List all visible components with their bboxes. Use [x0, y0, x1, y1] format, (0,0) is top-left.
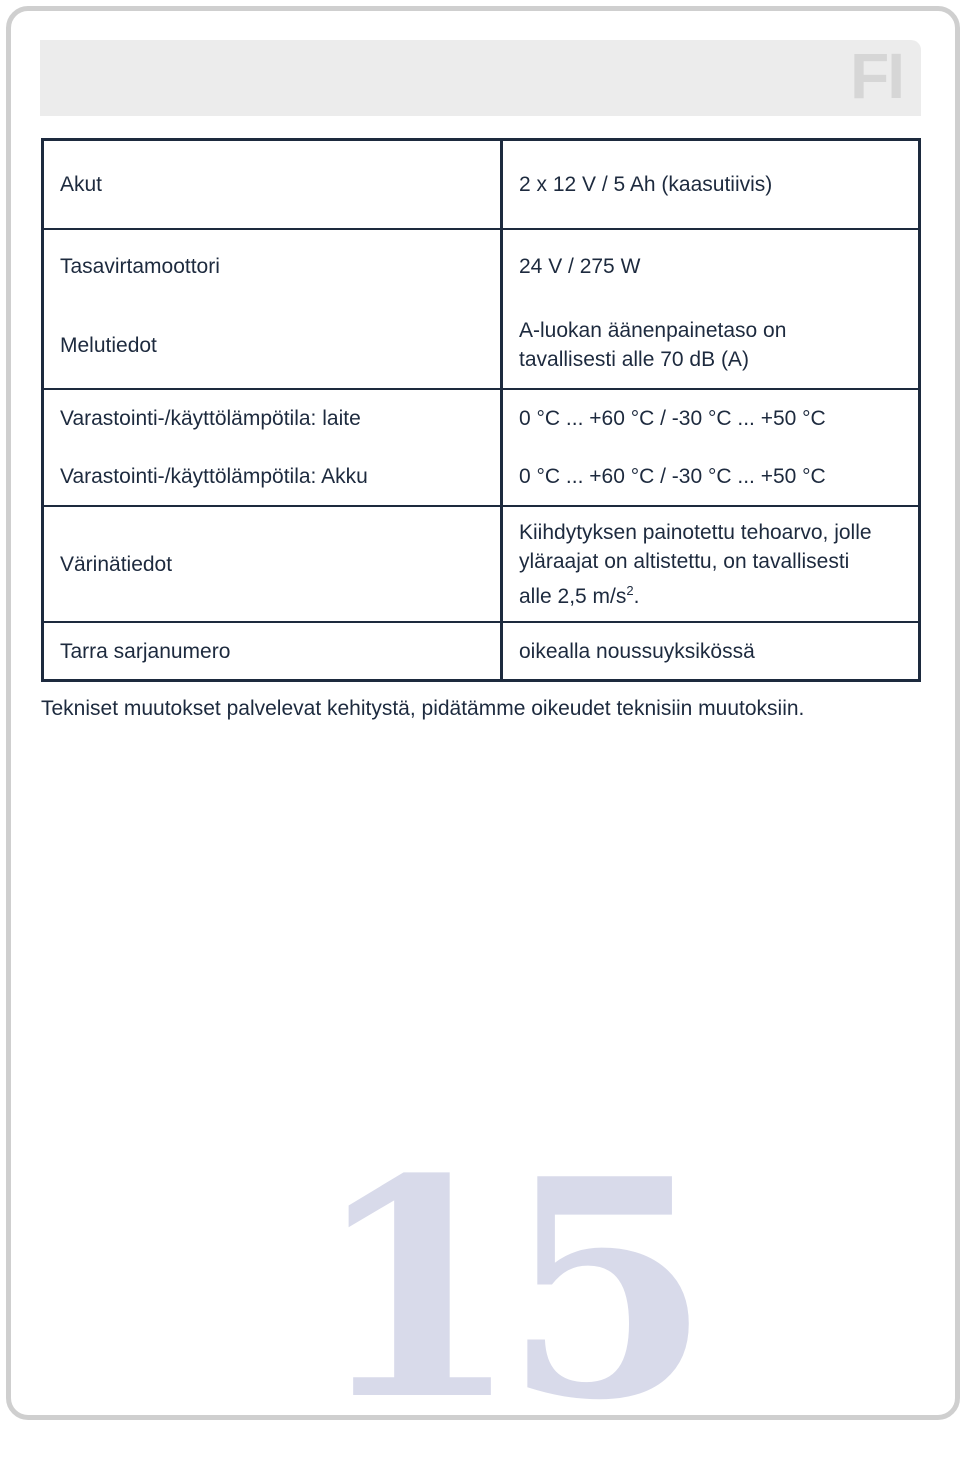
- language-header-bar: [40, 40, 921, 116]
- spec-value: 2 x 12 V / 5 Ah (kaasutiivis): [519, 173, 773, 196]
- spec-value-line: Kiihdytyksen painotettu tehoarvo, jolle: [519, 520, 872, 544]
- spec-label: Värinätiedot: [43, 506, 502, 622]
- spec-label: Varastointi-/käyttölämpötila: Akku: [43, 447, 502, 506]
- spec-value: 0 °C ... +60 °C / -30 °C ... +50 °C: [519, 407, 826, 430]
- table-row: [43, 506, 920, 622]
- spec-value-suffix: .: [633, 584, 640, 608]
- spec-value: 24 V / 275 W: [519, 254, 641, 278]
- spec-label: Tarra sarjanumero: [43, 622, 502, 681]
- technical-specs-table: [41, 138, 921, 682]
- table-row: [43, 622, 920, 681]
- spec-label: Tasavirtamoottori: [43, 229, 502, 302]
- spec-value: [502, 506, 920, 622]
- table-row: [43, 229, 920, 302]
- spec-label: Akut: [43, 140, 502, 230]
- table-row: [43, 302, 920, 389]
- table-row: [43, 140, 920, 230]
- spec-label: Melutiedot: [43, 302, 502, 389]
- table-row: [43, 389, 920, 447]
- spec-value-line: A-luokan äänenpainetaso on: [519, 319, 787, 342]
- spec-label: Varastointi-/käyttölämpötila: laite: [43, 389, 502, 447]
- spec-value-line: alle 2,5 m/s: [519, 584, 627, 608]
- technical-changes-note: Tekniset muutokset palvelevat kehitystä, pidätämme oikeudet teknisiin muutoksiin.: [41, 697, 805, 720]
- spec-value: 0 °C ... +60 °C / -30 °C ... +50 °C: [502, 447, 920, 506]
- page-number: 15: [312, 1113, 694, 1466]
- spec-value: oikealla noussuyksikössä: [519, 639, 755, 663]
- superscript: 2: [626, 582, 634, 598]
- spec-value-line: yläraajat on altistettu, on tavallisesti: [519, 549, 850, 573]
- language-code: FI: [850, 40, 903, 112]
- spec-value-line: tavallisesti alle 70 dB (A): [519, 348, 749, 371]
- table-row: [43, 447, 920, 506]
- spec-value: [502, 302, 920, 389]
